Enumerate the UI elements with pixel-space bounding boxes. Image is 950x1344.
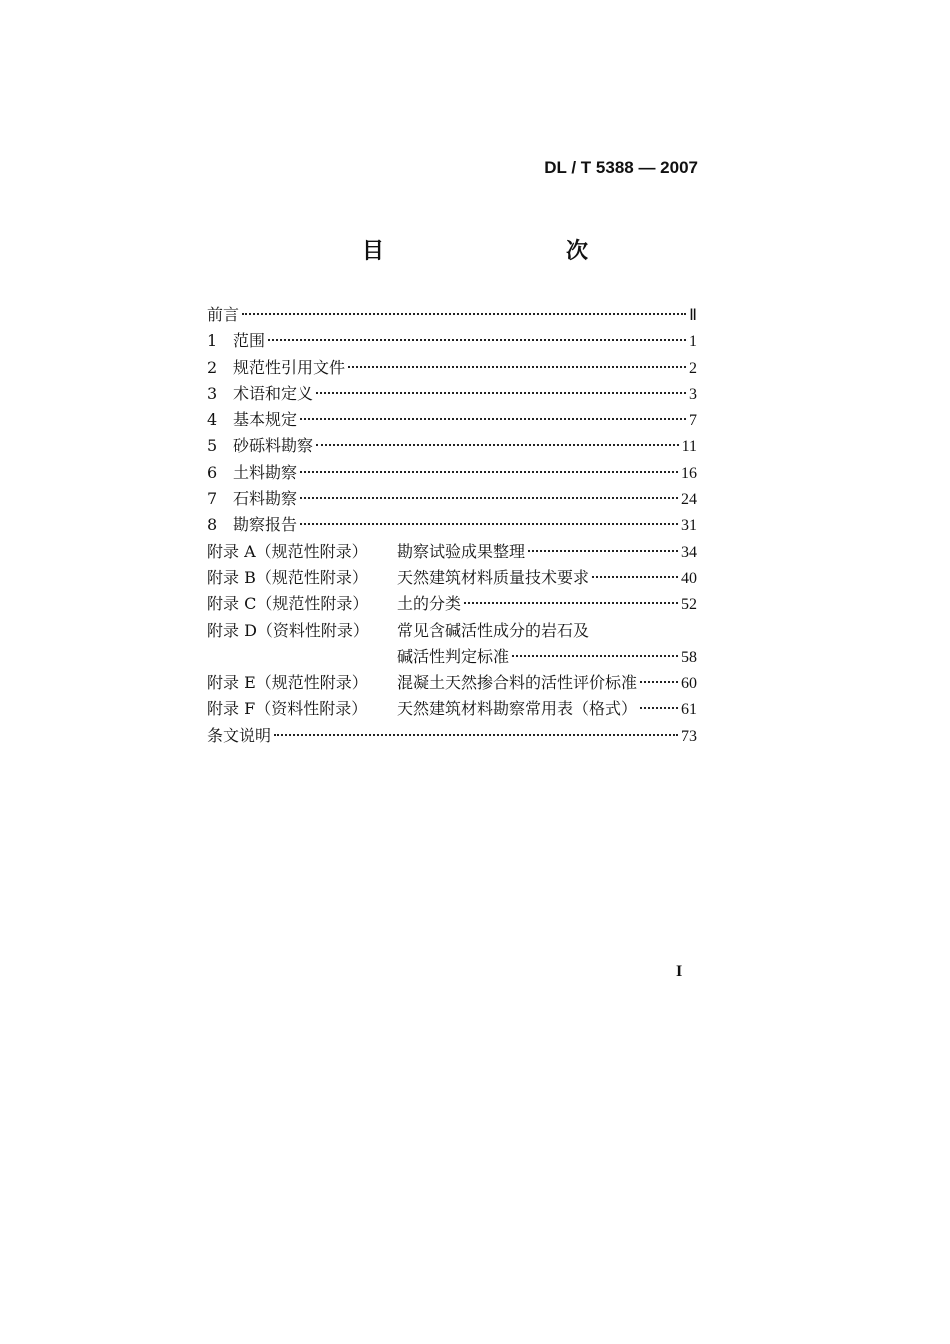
toc-entry-page: 2 [689, 359, 697, 377]
toc-entry-2[interactable] [207, 355, 697, 381]
toc-entry-preface[interactable] [207, 302, 697, 328]
toc-entry-number: 1 [207, 331, 218, 351]
toc-entry-number: 3 [207, 383, 218, 403]
toc-entry-title: 勘察报告 [233, 515, 298, 535]
appendix-label: 附录 B（规范性附录） [207, 567, 368, 587]
dot-leader [274, 734, 678, 736]
dot-leader [528, 550, 678, 552]
toc-entry-page: 16 [681, 464, 697, 482]
toc-entry-title: 基本规定 [233, 410, 298, 430]
toc-entry-number: 8 [207, 515, 218, 535]
toc-heading: 目 次 [361, 238, 634, 264]
table-of-contents [207, 302, 697, 749]
toc-entry-title: 范围 [233, 331, 266, 351]
appendix-title: 天然建筑材料勘察常用表（格式） [397, 699, 638, 719]
appendix-title: 常见含碱活性成分的岩石及 [397, 620, 590, 640]
toc-entry-4[interactable] [207, 407, 697, 433]
dot-leader [242, 313, 686, 315]
toc-appendix-e[interactable] [207, 670, 697, 696]
toc-entry-number: 4 [207, 410, 218, 430]
toc-entry-title: 术语和定义 [233, 383, 314, 403]
toc-appendix-f[interactable] [207, 696, 697, 722]
appendix-page: 40 [681, 569, 697, 587]
dot-leader [300, 471, 678, 473]
toc-entry-title: 砂砾料勘察 [233, 436, 314, 456]
appendix-page: 61 [681, 701, 697, 719]
appendix-title: 勘察试验成果整理 [397, 541, 526, 561]
dot-leader [512, 655, 678, 657]
toc-entry-number: 7 [207, 489, 218, 509]
toc-entry-title: 石料勘察 [233, 489, 298, 509]
toc-entry-number: 5 [207, 436, 218, 456]
dot-leader [464, 602, 678, 604]
appendix-page: 52 [681, 596, 697, 614]
page-number: I [676, 963, 683, 980]
toc-entry-1[interactable] [207, 328, 697, 354]
dot-leader [592, 576, 678, 578]
toc-entry-title: 前言 [207, 305, 240, 324]
dot-leader [348, 366, 686, 368]
toc-entry-page: 73 [681, 727, 697, 745]
toc-entry-title: 土料勘察 [233, 462, 298, 482]
toc-entry-3[interactable] [207, 381, 697, 407]
dot-leader [300, 497, 678, 499]
toc-appendix-a[interactable] [207, 539, 697, 565]
dot-leader [316, 392, 686, 394]
toc-entry-page: 7 [689, 412, 697, 430]
toc-appendix-d-continued[interactable] [207, 644, 697, 670]
appendix-title: 混凝土天然掺合料的活性评价标准 [397, 673, 638, 693]
toc-entry-title: 规范性引用文件 [233, 357, 346, 377]
toc-entry-6[interactable] [207, 460, 697, 486]
toc-entry-page: 24 [681, 491, 697, 509]
dot-leader [268, 339, 686, 341]
dot-leader [640, 681, 678, 683]
toc-entry-5[interactable] [207, 433, 697, 459]
appendix-title: 土的分类 [397, 594, 462, 614]
appendix-label: 附录 C（规范性附录） [207, 594, 369, 614]
toc-appendix-b[interactable] [207, 565, 697, 591]
toc-entry-page: 3 [689, 385, 697, 403]
appendix-page: 58 [681, 648, 697, 666]
toc-entry-title: 条文说明 [207, 725, 272, 745]
appendix-page: 60 [681, 675, 697, 693]
appendix-title: 天然建筑材料质量技术要求 [397, 567, 590, 587]
appendix-page: 34 [681, 543, 697, 561]
toc-entry-page: 31 [681, 517, 697, 535]
standard-code: DL / T 5388 — 2007 [544, 158, 698, 177]
appendix-label: 附录 D（资料性附录） [207, 620, 369, 640]
dot-leader [300, 418, 686, 420]
toc-entry-page: 11 [681, 438, 697, 456]
dot-leader [316, 444, 679, 446]
toc-entry-explanation[interactable] [207, 723, 697, 749]
dot-leader [640, 707, 678, 709]
appendix-label: 附录 F（资料性附录） [207, 699, 368, 719]
toc-entry-page: Ⅱ [689, 307, 697, 324]
toc-entry-page: 1 [689, 333, 697, 351]
appendix-title-continued: 碱活性判定标准 [397, 646, 510, 666]
toc-entry-7[interactable] [207, 486, 697, 512]
toc-appendix-c[interactable] [207, 591, 697, 617]
toc-entry-number: 6 [207, 462, 218, 482]
appendix-label: 附录 A（规范性附录） [207, 541, 368, 561]
dot-leader [300, 523, 678, 525]
appendix-label: 附录 E（规范性附录） [207, 673, 368, 693]
toc-entry-8[interactable] [207, 512, 697, 538]
toc-appendix-d[interactable] [207, 618, 697, 644]
toc-entry-number: 2 [207, 357, 218, 377]
